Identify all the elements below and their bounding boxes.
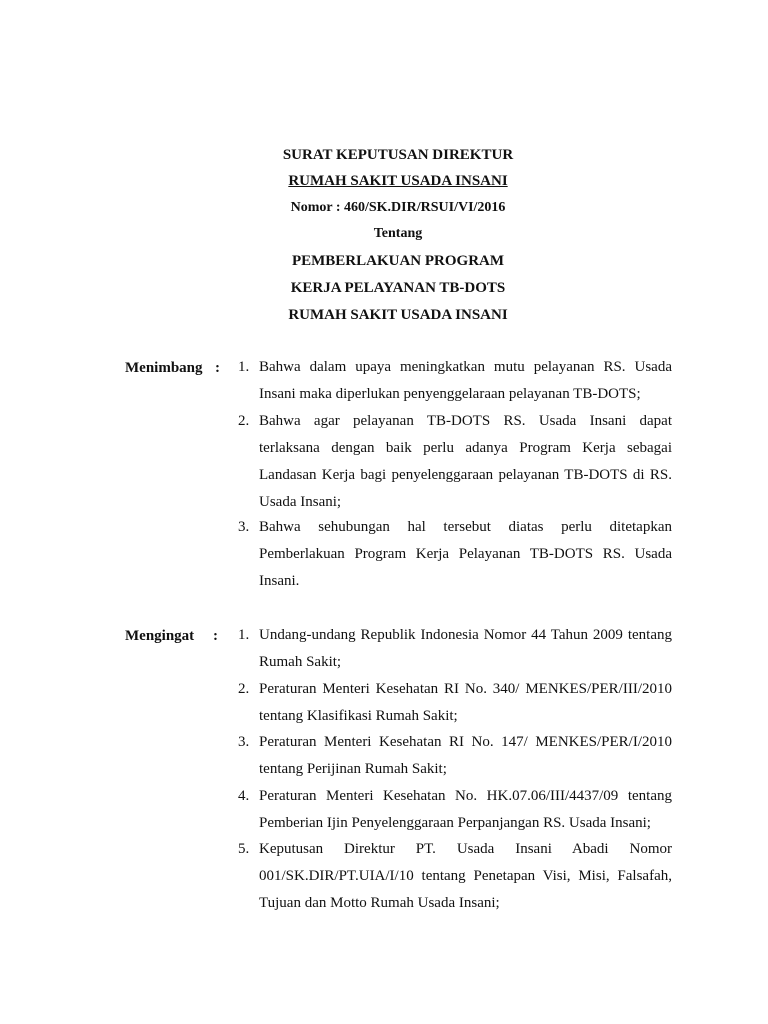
item-line: Bahwa agar pelayanan TB-DOTS RS. Usada Insani dapat <box>259 413 672 429</box>
menimbang-item-1 <box>238 354 672 408</box>
mengingat-label: Mengingat <box>125 628 195 644</box>
item-line: tentang Klasifikasi Rumah Sakit; <box>259 708 458 724</box>
subject-line-3: RUMAH SAKIT USADA INSANI <box>288 307 508 323</box>
subject-line-2: KERJA PELAYANAN TB-DOTS <box>290 280 506 296</box>
item-line: Rumah Sakit; <box>259 654 342 670</box>
about-label: Tentang <box>373 226 423 241</box>
mengingat-colon: : <box>213 628 218 644</box>
menimbang-item-3 <box>238 514 672 595</box>
item-line: terlaksana dengan baik perlu adanya Program Kerja sebagai <box>259 440 672 456</box>
menimbang-label: Menimbang <box>125 360 203 376</box>
decree-number: Nomor : 460/SK.DIR/RSUI/VI/2016 <box>290 200 506 215</box>
mengingat-item-5 <box>238 836 672 917</box>
item-line: Peraturan Menteri Kesehatan No. HK.07.06/III/4437/09 tentang <box>259 788 672 804</box>
item-line: Peraturan Menteri Kesehatan RI No. 340/ MENKES/PER/III/2010 <box>259 681 672 697</box>
mengingat-item-4 <box>238 783 672 837</box>
item-number: 1. <box>238 627 250 643</box>
hospital-name-underlined <box>0 172 768 190</box>
item-line: Bahwa sehubungan hal tersebut diatas perlu ditetapkan <box>259 519 672 535</box>
mengingat-item-3 <box>238 729 672 783</box>
item-line: Pemberian Ijin Penyelenggaraan Perpanjangan RS. Usada Insani; <box>259 815 651 831</box>
mengingat-item-1 <box>238 622 672 676</box>
item-number: 5. <box>238 841 250 857</box>
item-number: 1. <box>238 359 250 375</box>
item-line: Usada Insani; <box>259 494 342 510</box>
item-number: 3. <box>238 519 250 535</box>
item-line: Insani. <box>259 573 300 589</box>
item-line: Insani maka diperlukan penyenggelaraan pelayanan TB-DOTS; <box>259 386 641 402</box>
menimbang-colon: : <box>215 360 220 376</box>
item-number: 4. <box>238 788 250 804</box>
decree-title: SURAT KEPUTUSAN DIREKTUR <box>282 147 514 163</box>
item-line: Pemberlakuan Program Kerja Pelayanan TB-DOTS RS. Usada <box>259 546 672 562</box>
item-line: Landasan Kerja bagi penyelenggaraan pelayanan TB-DOTS di RS. <box>259 467 672 483</box>
item-line: Keputusan Direktur PT. Usada Insani Abadi Nomor <box>259 841 672 857</box>
hospital-name-text: RUMAH SAKIT USADA INSANI <box>288 173 508 189</box>
item-line: 001/SK.DIR/PT.UIA/I/10 tentang Penetapan Visi, Misi, Falsafah, <box>259 868 672 884</box>
menimbang-item-2 <box>238 408 672 516</box>
item-line: Tujuan dan Motto Rumah Usada Insani; <box>259 895 500 911</box>
item-line: Bahwa dalam upaya meningkatkan mutu pelayanan RS. Usada <box>259 359 672 375</box>
item-line: tentang Perijinan Rumah Sakit; <box>259 761 447 777</box>
item-line: Peraturan Menteri Kesehatan RI No. 147/ MENKES/PER/I/2010 <box>259 734 672 750</box>
mengingat-item-2 <box>238 676 672 730</box>
item-number: 2. <box>238 681 250 697</box>
item-number: 3. <box>238 734 250 750</box>
subject-line-1: PEMBERLAKUAN PROGRAM <box>291 253 505 269</box>
item-line: Undang-undang Republik Indonesia Nomor 44 Tahun 2009 tentang <box>259 627 672 643</box>
item-number: 2. <box>238 413 250 429</box>
